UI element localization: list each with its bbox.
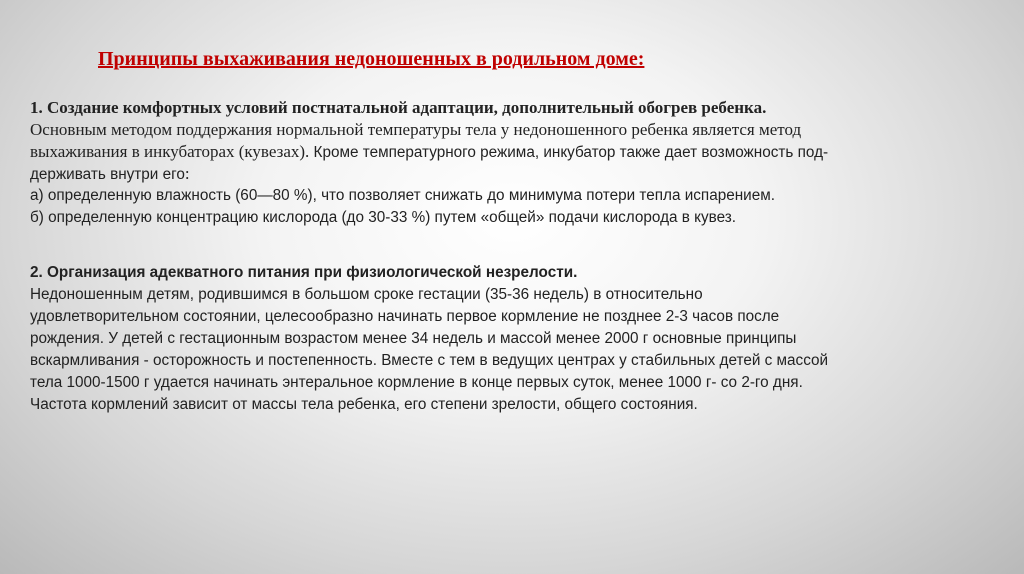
section-1-item-a: а) определенную влажность (60—80 %), что позволяет снижать до минимума потери тепла испарением. [30,187,775,204]
section-1-line-2 [30,141,1010,163]
section-2-line: рождения. У детей с гестационным возрастом менее 34 недель и массой менее 2000 г основные принципы [30,330,797,347]
section-1-line-2-serif: выхаживания в инкубаторах (кувезах). [30,142,310,161]
section-1 [30,97,1010,229]
section-1-line-1: Основным методом поддержания нормальной температуры тела у недоношенного ребенка является метод [30,120,802,139]
section-2-line: Недоношенным детям, родившимся в большом сроке гестации (35-36 недель) в относительно [30,286,703,303]
slide-title: Принципы выхаживания недоношенных в родильном доме: [98,48,645,70]
section-1-heading: 1. Создание комфортных условий постнатальной адаптации, дополнительный обогрев ребенка. [30,98,767,117]
section-2-line: тела 1000-1500 г удается начинать энтеральное кормление в конце первых суток, менее 1000 г- со 2-го дня. [30,374,803,391]
section-1-line-3-text: держивать внутри его [30,166,185,183]
section-1-line-3 [30,163,1010,185]
section-1-line-3-colon: : [184,164,190,183]
section-2-line: Частота кормлений зависит от массы тела ребенка, его степени зрелости, общего состояния. [30,396,698,413]
section-1-line-2-sans: Кроме температурного режима, инкубатор также дает возможность под- [309,144,829,161]
section-2-line: удовлетворительном состоянии, целесообразно начинать первое кормление не позднее 2-3 часов после [30,308,780,325]
section-1-item-b: б) определенную концентрацию кислорода (до 30-33 %) путем «общей» подачи кислорода в кувез. [30,209,737,226]
section-2-heading: 2. Организация адекватного питания при физиологической незрелости. [30,264,578,281]
section-2-line: вскармливания - осторожность и постепенность. Вместе с тем в ведущих центрах у стабильных детей с массой [30,352,829,369]
section-2 [30,262,1010,416]
